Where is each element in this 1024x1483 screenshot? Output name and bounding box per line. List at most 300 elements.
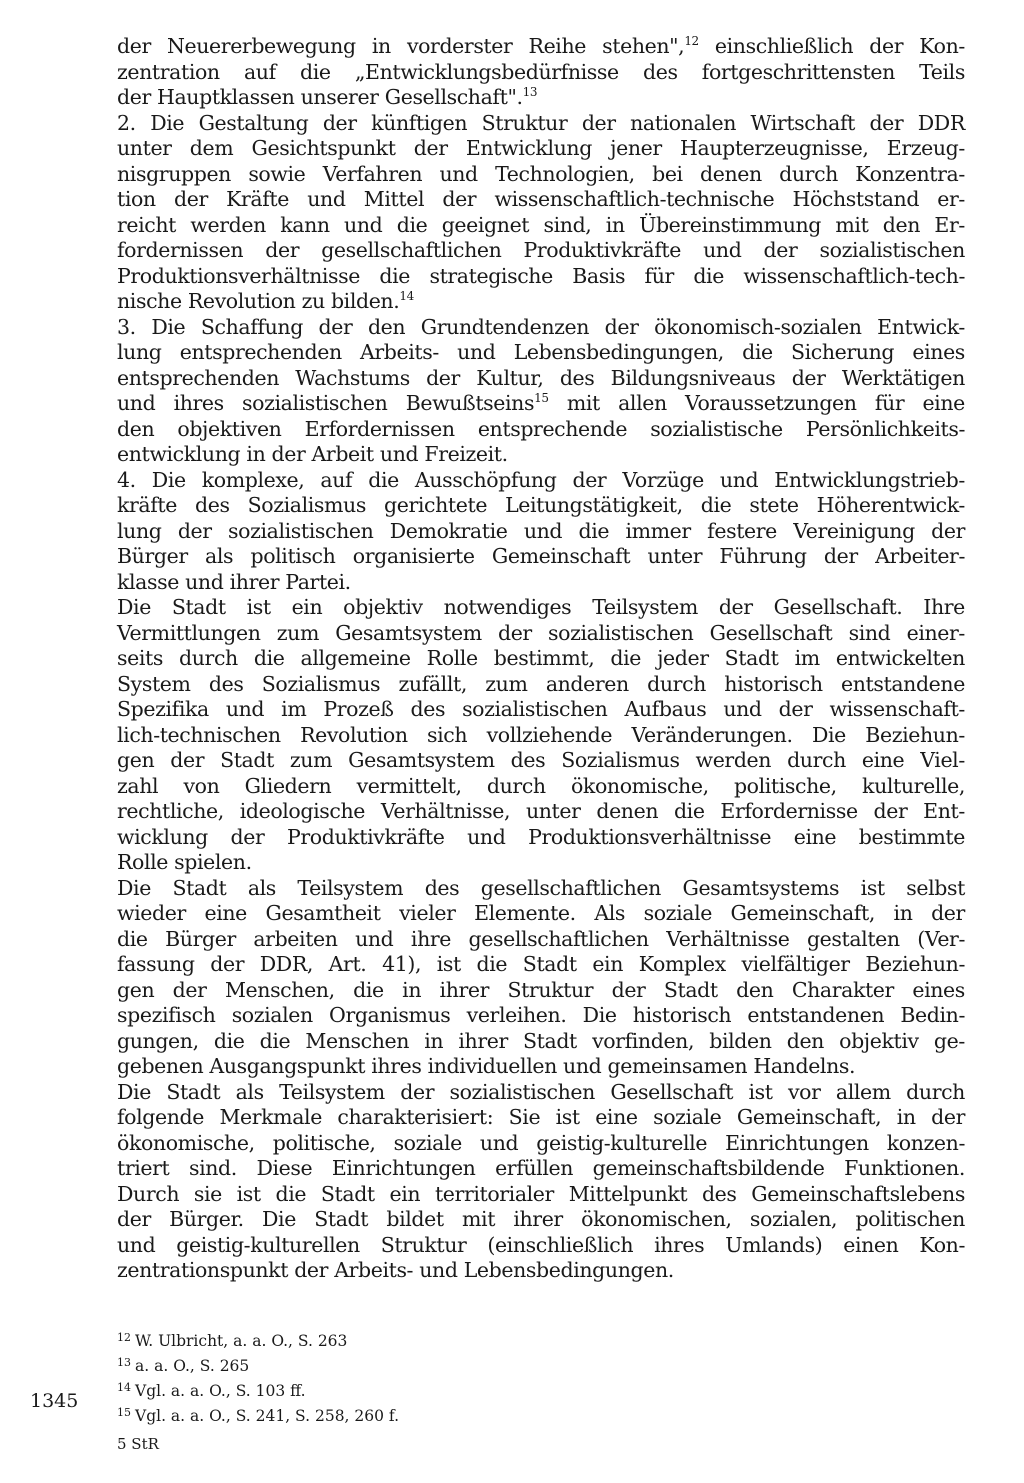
word: Viel- — [920, 748, 965, 772]
word: Prozeß — [323, 697, 394, 721]
text-line — [117, 825, 965, 851]
word: der — [442, 187, 477, 211]
word: auf — [320, 467, 353, 492]
word: soziale — [653, 1105, 722, 1129]
word: von — [183, 773, 220, 798]
word: allgemeine — [300, 646, 411, 670]
text-line — [117, 952, 965, 978]
text-line — [117, 162, 965, 188]
word: gen — [117, 748, 155, 772]
word: ideologische — [239, 799, 365, 823]
word: spielen. — [174, 850, 252, 874]
text-line — [117, 697, 965, 723]
word: Grundtendenzen — [420, 314, 590, 339]
text-line — [117, 187, 965, 213]
word: Rolle — [426, 646, 478, 670]
word: der — [177, 518, 212, 543]
word: vor — [787, 1079, 821, 1104]
word: die — [275, 1181, 307, 1206]
text-line — [117, 876, 965, 902]
word: durch — [647, 671, 706, 696]
word: Umlands) — [725, 1232, 823, 1257]
word: Ausgangspunkt — [209, 1054, 366, 1078]
word: Gesichtspunkt — [251, 136, 396, 160]
word: der — [265, 238, 300, 262]
word: und — [185, 569, 224, 594]
word: arbeiten — [253, 926, 338, 951]
word: als — [235, 1079, 264, 1104]
text-line — [117, 570, 965, 596]
word: Ent- — [923, 799, 965, 823]
word: der — [117, 1207, 151, 1231]
word: entsprechende — [477, 416, 628, 441]
footnote-number: 15 — [117, 1406, 131, 1419]
word: (einschließlich — [487, 1232, 634, 1257]
text-line — [117, 927, 965, 953]
word: konzen- — [886, 1130, 965, 1155]
word: Kon- — [919, 34, 965, 58]
word: bestimmte — [858, 824, 965, 849]
word: ein — [291, 595, 323, 619]
word: die — [673, 799, 705, 823]
word: Arbeits- — [334, 1258, 414, 1282]
word: Technologien, — [495, 161, 635, 186]
word: individuellen — [427, 1054, 557, 1078]
word: zu — [301, 289, 325, 313]
text-line — [117, 493, 965, 519]
text-line — [117, 595, 965, 621]
word: 4. — [117, 467, 136, 492]
word: der — [117, 85, 151, 109]
word: lung — [117, 340, 162, 364]
word: der — [271, 442, 306, 466]
word: kulturelle, — [862, 773, 965, 798]
page-number: 1345 — [30, 1390, 79, 1412]
word: gebenen — [117, 1054, 204, 1078]
word: werden — [695, 748, 772, 772]
word: entwicklung — [117, 442, 241, 466]
word: spezifisch — [117, 1003, 216, 1027]
word: Er- — [934, 212, 965, 237]
word: Bürger. — [169, 1207, 244, 1231]
word: 3. — [117, 314, 136, 339]
word: Bürger — [165, 926, 236, 951]
word: und — [117, 1232, 156, 1257]
word: Kultur, — [476, 365, 544, 390]
word: Organismus — [329, 1003, 451, 1027]
word: des — [195, 493, 230, 517]
word: und — [467, 824, 506, 849]
word: der — [869, 110, 904, 135]
word: soziale — [643, 901, 712, 925]
text-line — [117, 978, 965, 1004]
word: den — [117, 416, 155, 441]
word: der — [931, 1105, 965, 1129]
word: Struktur — [380, 1232, 467, 1257]
word: ge- — [933, 1028, 965, 1053]
word: ist — [246, 595, 271, 619]
word: Voraussetzungen — [685, 391, 857, 415]
word: Beziehun- — [865, 722, 965, 747]
word: Menschen — [305, 1028, 410, 1053]
word: Die — [582, 1003, 617, 1027]
word: lung — [117, 518, 162, 543]
word: unter — [525, 799, 581, 823]
word: durch — [779, 161, 838, 186]
word: Veränderungen. — [631, 722, 793, 747]
word: unter — [647, 544, 703, 568]
word: denen — [596, 799, 659, 823]
word: und — [307, 187, 346, 211]
word: der — [823, 544, 858, 568]
word: die — [693, 263, 724, 288]
word: Gesamtsystem — [348, 748, 495, 772]
word: Bildungsniveaus — [610, 365, 776, 390]
word: soziale — [393, 1130, 462, 1155]
footnote — [117, 1402, 717, 1427]
word: Wirtschaft — [750, 110, 856, 135]
word: Teilsystem — [297, 875, 404, 900]
footnote-reference: 12 — [684, 34, 699, 48]
word: Vorzüge — [622, 467, 704, 492]
text-line — [117, 621, 965, 647]
word: Entwicklungstrieb- — [774, 467, 965, 492]
word: den — [367, 314, 406, 339]
word: Stadt — [172, 875, 227, 900]
text-line — [117, 468, 965, 494]
word: Gesellschaft — [610, 1079, 734, 1104]
word: des — [510, 748, 546, 772]
word: Sie — [508, 1105, 541, 1129]
footnote-reference: 14 — [399, 289, 414, 303]
word: der — [778, 697, 813, 721]
word: zentration — [117, 59, 220, 84]
word: des — [701, 1181, 737, 1206]
text-line — [117, 111, 965, 137]
word: sozialistischen — [242, 391, 388, 415]
text-line — [117, 1258, 965, 1284]
word: Menschen, — [224, 977, 335, 1002]
word: sind, — [543, 212, 592, 237]
word: Einrichtungen — [331, 1156, 476, 1180]
word: Struktur — [481, 110, 568, 135]
word: sich — [427, 722, 468, 747]
word: ökonomisch-sozialen — [654, 314, 862, 339]
text-line — [117, 238, 965, 264]
word: Die — [151, 314, 186, 339]
word: Diese — [256, 1156, 313, 1180]
word: ihres — [173, 391, 224, 415]
word: Führung — [719, 544, 807, 568]
word: eine — [204, 901, 247, 925]
word: sozialistischen — [548, 620, 694, 645]
word: klasse — [117, 569, 179, 594]
word: Höchststand — [792, 187, 920, 211]
word: auf — [243, 59, 276, 84]
word: einschließlich — [714, 34, 854, 58]
word: zentrationspunkt — [117, 1258, 289, 1282]
word: Teilsystem — [592, 595, 698, 619]
word: Teilsystem — [279, 1079, 385, 1104]
word: der — [230, 824, 265, 849]
word: der — [210, 952, 245, 976]
word: erfüllen — [495, 1156, 574, 1180]
footnote — [117, 1352, 717, 1377]
word: folgende — [117, 1105, 204, 1129]
word: wissenschaft- — [829, 697, 965, 721]
word: Merkmale — [219, 1105, 322, 1129]
word: ihrer — [439, 977, 490, 1002]
word: die — [700, 493, 732, 517]
text-line — [117, 850, 965, 876]
word: Die — [262, 1207, 296, 1231]
word: Leitungstätigkeit, — [505, 493, 683, 517]
word: System — [117, 671, 191, 696]
word: Komplex — [638, 952, 726, 976]
word: in — [402, 977, 422, 1002]
word: Vermittlungen — [117, 620, 261, 645]
word: Partei. — [285, 569, 351, 594]
word: Neuererbewegung — [166, 34, 356, 58]
word: eine — [922, 391, 965, 415]
word: Verhältnisse, — [380, 799, 511, 823]
word: Gesamtsystems — [682, 875, 840, 900]
word: Durch — [117, 1181, 180, 1206]
word: die — [368, 467, 399, 492]
word: eine — [595, 1105, 638, 1129]
word: mit — [835, 212, 869, 237]
word: sozialistischen — [449, 1079, 595, 1104]
word: Verhältnisse — [666, 926, 790, 951]
word: Spezifika — [117, 697, 209, 721]
text-line — [117, 1233, 965, 1259]
word: des — [559, 365, 595, 390]
footnote-text: a. a. O., S. 265 — [135, 1357, 250, 1375]
word: Die — [117, 875, 151, 900]
word: sozialen, — [749, 1207, 838, 1231]
word: gestalten — [806, 926, 900, 951]
word: ökonomischen, — [581, 1207, 732, 1231]
word: Stadt — [171, 595, 226, 619]
word: sozialistischen — [228, 518, 374, 543]
word: gesellschaftlichen — [480, 875, 661, 900]
word: Die — [117, 595, 151, 619]
word: die — [259, 1028, 291, 1053]
word: der — [931, 901, 965, 925]
word: Erzeug- — [886, 136, 965, 160]
text-line — [117, 417, 965, 443]
word: ihrer — [458, 1028, 508, 1053]
word: Wachstums — [295, 365, 410, 390]
word: Arbeits- — [360, 340, 439, 364]
word: Ausschöpfung — [414, 467, 557, 492]
word: der — [869, 34, 904, 58]
word: der — [413, 136, 448, 160]
word: ein — [389, 1181, 421, 1206]
word: sind — [848, 620, 891, 645]
word: der — [173, 187, 208, 211]
word: der — [873, 799, 908, 823]
word: Einrichtungen — [725, 1130, 869, 1155]
word: Sozialismus — [561, 748, 680, 772]
word: Beziehun- — [865, 952, 965, 976]
text-line — [117, 340, 965, 366]
word: und — [479, 1130, 519, 1155]
word: unter — [117, 136, 172, 160]
word: Elemente. — [474, 901, 576, 925]
footnote-text: Vgl. a. a. O., S. 103 ff. — [135, 1382, 306, 1400]
word: als — [247, 875, 276, 900]
word: Erfordernissen — [304, 416, 455, 441]
word: die — [299, 59, 331, 84]
word: jeder — [657, 646, 709, 670]
word: entwickelten — [835, 646, 965, 670]
word: Revolution — [300, 722, 408, 747]
word: organisierte — [352, 544, 475, 568]
word: Handelns. — [753, 1054, 856, 1078]
word: zum — [276, 620, 319, 645]
word: ihres — [654, 1232, 705, 1257]
word: Art. — [328, 952, 367, 976]
word: für — [874, 391, 905, 415]
word: historisch — [724, 671, 823, 696]
word: geistig-kulturellen — [176, 1232, 360, 1257]
word: der — [400, 1079, 435, 1104]
footnote-number: 14 — [117, 1381, 131, 1394]
word: Die — [151, 467, 186, 492]
word: notwendiges — [443, 595, 572, 619]
word: die — [476, 952, 508, 976]
word: objektiv — [839, 1028, 919, 1053]
word: Die — [811, 722, 846, 747]
word: Struktur — [507, 977, 594, 1002]
word: ist — [555, 1105, 580, 1129]
word: vorderster — [406, 34, 513, 58]
word: nationalen — [630, 110, 737, 135]
text-line — [117, 85, 965, 111]
word: Gesamtsystem — [335, 620, 482, 645]
word: „Entwicklungsbedürfnisse — [354, 59, 619, 84]
word: für — [644, 263, 674, 288]
word: Erfordernisse — [720, 799, 858, 823]
word: Bedin- — [900, 1003, 965, 1027]
word: DDR — [917, 110, 965, 135]
word: Produktionsverhältnisse — [117, 263, 361, 288]
word: gemeinschaftsbildende — [592, 1156, 825, 1180]
word: bilden — [709, 1028, 772, 1053]
word: Schaffung — [200, 314, 303, 339]
word: allen — [618, 391, 667, 415]
word: Die — [117, 1079, 151, 1104]
word: der — [791, 365, 826, 390]
text-line — [117, 748, 965, 774]
word: Gemeinschaft, — [736, 1105, 882, 1129]
word: stehen",$^{12}$ — [602, 34, 699, 58]
word: DDR, — [259, 952, 313, 976]
word: Revolution — [187, 289, 296, 313]
word: sind. — [188, 1156, 237, 1180]
word: (Ver- — [917, 926, 965, 951]
word: künftigen — [371, 110, 468, 135]
text-line — [117, 315, 965, 341]
word: durch — [486, 773, 546, 798]
word: entsprechenden — [179, 340, 342, 364]
word: die — [117, 926, 148, 951]
word: seits — [117, 646, 163, 670]
word: die — [742, 340, 773, 364]
footnote-number: 13 — [117, 1356, 131, 1369]
word: durch — [179, 646, 238, 670]
word: Gestaltung — [198, 110, 309, 135]
word: im — [281, 697, 307, 721]
word: ihrer — [513, 1207, 563, 1231]
word: durch — [787, 748, 846, 772]
word: der — [294, 1258, 329, 1282]
word: rechtliche, — [117, 799, 224, 823]
word: zum — [289, 748, 333, 772]
text-line — [117, 60, 965, 86]
word: der — [318, 314, 353, 339]
word: Stadt — [522, 952, 577, 976]
word: mit — [462, 1207, 496, 1231]
word: ist — [748, 1079, 773, 1104]
word: immer — [625, 518, 691, 543]
word: Verfahren — [322, 161, 423, 186]
text-line — [117, 646, 965, 672]
word: Gemeinschaft — [491, 544, 631, 568]
word: politische, — [733, 773, 837, 798]
word: Hauptklassen — [157, 85, 295, 109]
text-line — [117, 901, 965, 927]
word: Die — [150, 110, 185, 135]
word: der — [581, 110, 616, 135]
word: triert — [117, 1156, 170, 1180]
word: entsprechenden — [117, 365, 280, 390]
word: unserer — [300, 85, 379, 109]
word: Werktätigen — [841, 365, 965, 390]
word: Arbeit — [311, 442, 374, 466]
text-line — [117, 289, 965, 315]
word: des — [424, 875, 460, 900]
footnote — [117, 1377, 717, 1402]
sheet-signature: 5 StR — [117, 1435, 159, 1453]
word: bestimmt, — [493, 646, 595, 670]
word: territorialer — [434, 1181, 554, 1206]
word: zum — [485, 671, 528, 696]
word: Lebensbedingungen. — [463, 1258, 674, 1282]
text-line — [117, 1003, 965, 1029]
word: Stadt — [314, 1207, 369, 1231]
word: Stadt — [724, 646, 779, 670]
word: ist — [436, 952, 461, 976]
footnote — [117, 1327, 717, 1352]
word: objektiven — [177, 416, 282, 441]
word: des — [208, 671, 244, 696]
word: Stadt — [166, 1079, 221, 1104]
word: Gliedern — [244, 773, 332, 798]
word: und — [419, 1258, 458, 1282]
word: gesellschaftlichen — [321, 238, 502, 262]
word: ihrer — [229, 569, 280, 594]
word: die — [213, 1028, 245, 1053]
word: er- — [937, 187, 965, 211]
text-line — [117, 672, 965, 698]
word: ihre — [410, 926, 452, 951]
word: Sozialismus — [261, 671, 381, 696]
word: politisch — [250, 544, 336, 568]
word: der — [426, 365, 460, 390]
word: in — [371, 34, 391, 58]
